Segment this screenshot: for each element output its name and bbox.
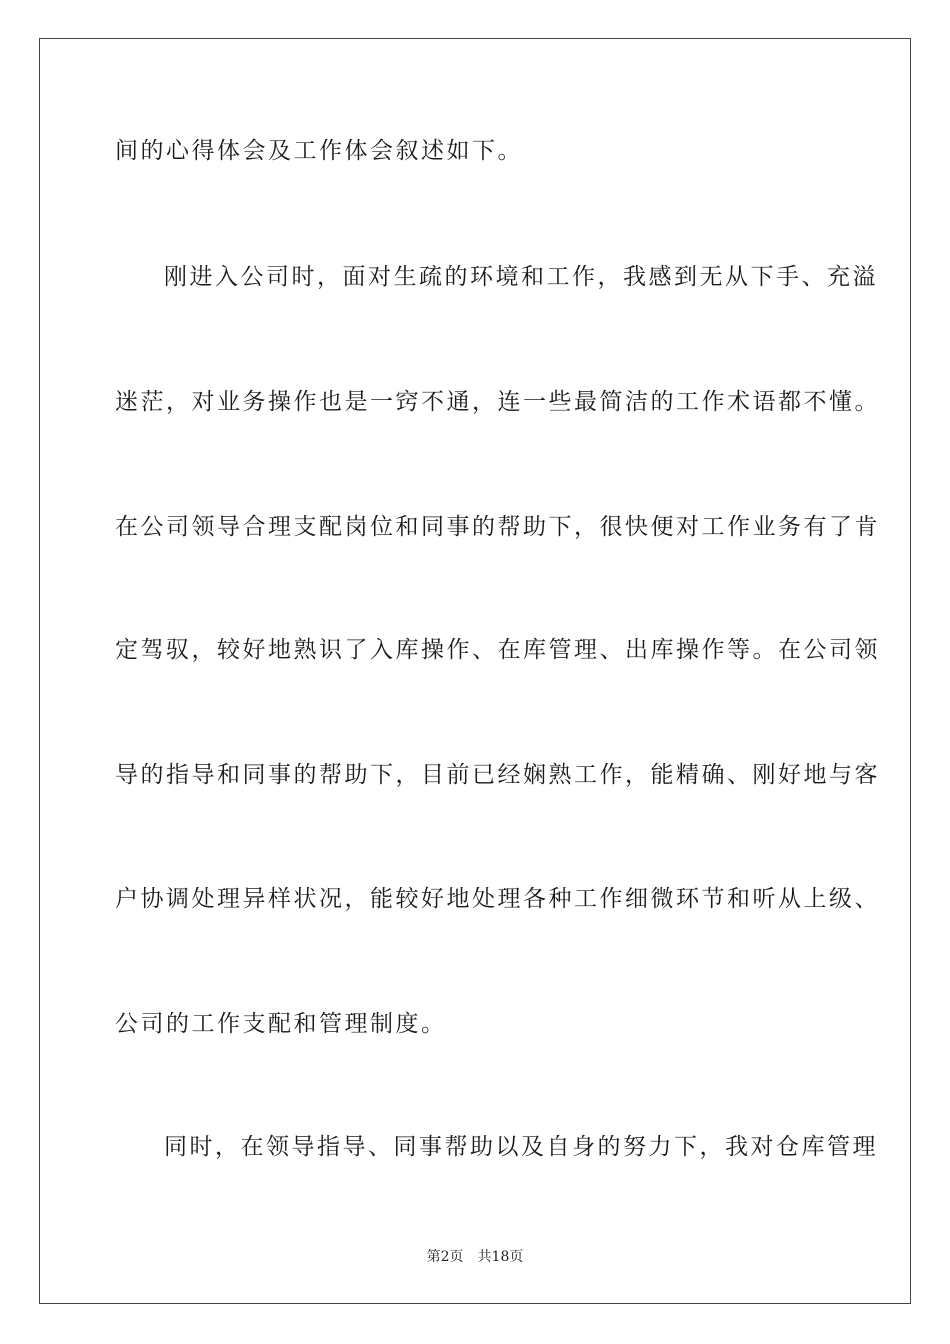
text-line: 间的心得体会及工作体会叙述如下。 <box>115 138 523 164</box>
text-line: 导的指导和同事的帮助下，目前已经娴熟工作，能精确、刚好地与客 <box>115 762 880 788</box>
text-line: 定驾驭，较好地熟识了入库操作、在库管理、出库操作等。在公司领 <box>115 637 880 663</box>
text-line: 迷茫，对业务操作也是一窍不通，连一些最简洁的工作术语都不懂。 <box>115 389 880 415</box>
page-total: 共18页 <box>477 1249 524 1265</box>
page-footer <box>0 1248 950 1266</box>
text-line: 户协调处理异样状况，能较好地处理各种工作细微环节和听从上级、 <box>115 886 880 912</box>
text-line: 同时，在领导指导、同事帮助以及自身的努力下，我对仓库管理 <box>164 1134 878 1160</box>
page-frame <box>39 38 911 1304</box>
text-line: 在公司领导合理支配岗位和同事的帮助下，很快便对工作业务有了肯 <box>115 514 880 540</box>
text-line: 刚进入公司时，面对生疏的环境和工作，我感到无从下手、充溢 <box>164 264 878 290</box>
text-line: 公司的工作支配和管理制度。 <box>115 1011 447 1037</box>
page-number: 第2页 <box>426 1249 464 1265</box>
